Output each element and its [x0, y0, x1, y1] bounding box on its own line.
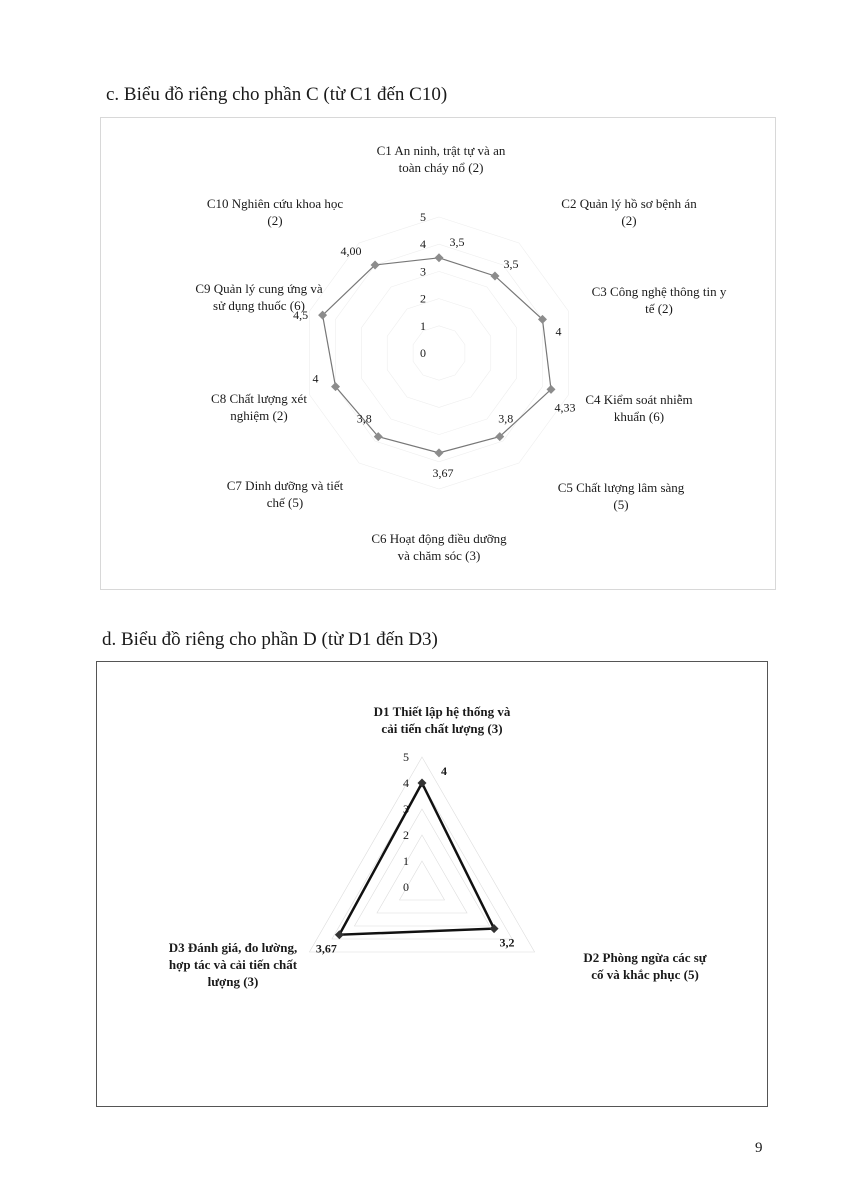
- category-label: và chăm sóc (3): [397, 548, 481, 563]
- category-label: (2): [621, 213, 637, 228]
- data-point-marker: [435, 448, 444, 457]
- category-label: chế (5): [266, 495, 304, 510]
- data-label: 4: [312, 371, 319, 386]
- grid-ring: [336, 244, 543, 462]
- tick-label: 0: [420, 346, 426, 360]
- grid-ring: [387, 299, 490, 408]
- category-label: toàn cháy nổ (2): [398, 160, 484, 175]
- data-label: 3,8: [356, 411, 372, 426]
- category-label: D2 Phòng ngừa các sự: [583, 950, 707, 965]
- data-label: 4: [555, 324, 562, 339]
- category-label: D3 Đánh giá, đo lường,: [168, 940, 298, 955]
- category-label: D1 Thiết lập hệ thống và: [373, 704, 511, 719]
- data-label: 3,67: [432, 465, 454, 480]
- category-label: sử dụng thuốc (6): [213, 298, 305, 313]
- data-label: 4: [441, 764, 447, 778]
- category-label: cố và khắc phục (5): [591, 967, 699, 982]
- category-label: hợp tác và cải tiến chất: [168, 957, 298, 972]
- data-point-marker: [490, 924, 499, 933]
- category-label: (2): [267, 213, 283, 228]
- tick-label: 5: [403, 750, 409, 764]
- category-label: C7 Dinh dưỡng và tiết: [226, 478, 344, 493]
- tick-label: 3: [420, 264, 426, 279]
- data-label: 4,5: [293, 308, 309, 323]
- category-label: khuẩn (6): [613, 409, 665, 424]
- tick-label: 5: [420, 210, 426, 224]
- grid-ring: [361, 271, 516, 434]
- data-label: 4,33: [554, 400, 576, 415]
- chart-d-frame: [96, 661, 768, 1107]
- category-label: C1 An ninh, trật tự và an: [376, 143, 506, 158]
- category-label: C6 Hoạt động điều dưỡng: [371, 531, 507, 546]
- tick-label: 1: [403, 854, 409, 868]
- category-label: (5): [613, 497, 629, 512]
- category-label: C8 Chất lượng xét: [211, 391, 307, 406]
- section-c-title: c. Biểu đồ riêng cho phần C (từ C1 đến C10): [106, 84, 448, 105]
- chart-c-radar: [101, 118, 777, 591]
- data-label: 3,5: [449, 234, 465, 249]
- category-label: tế (2): [645, 301, 673, 316]
- tick-label: 3: [403, 802, 409, 816]
- category-label: nghiệm (2): [230, 408, 288, 423]
- tick-label: 1: [420, 318, 426, 333]
- category-label: C10 Nghiên cứu khoa học: [206, 196, 344, 211]
- data-point-marker: [435, 253, 444, 262]
- data-label: 4,00: [340, 243, 362, 258]
- data-label: 3,2: [499, 935, 515, 950]
- section-d-title: d. Biểu đồ riêng cho phần D (từ D1 đến D3): [102, 629, 438, 650]
- data-label: 3,67: [315, 941, 337, 956]
- tick-label: 0: [403, 880, 409, 894]
- tick-label: 4: [403, 776, 409, 790]
- data-label: 3,8: [498, 411, 514, 426]
- data-point-marker: [418, 779, 427, 788]
- chart-d-radar: [97, 662, 769, 1108]
- category-label: C9 Quản lý cung ứng và: [195, 281, 323, 296]
- page-number: 9: [755, 1140, 763, 1156]
- tick-label: 2: [403, 828, 409, 842]
- category-label: C5 Chất lượng lâm sàng: [557, 480, 685, 495]
- category-label: C4 Kiểm soát nhiễm: [585, 392, 693, 407]
- tick-label: 2: [420, 291, 426, 306]
- category-label: C2 Quản lý hồ sơ bệnh án: [561, 196, 697, 211]
- category-label: cải tiến chất lượng (3): [381, 721, 503, 736]
- data-label: 3,5: [503, 256, 519, 271]
- tick-label: 4: [420, 237, 426, 252]
- category-label: lượng (3): [207, 974, 259, 989]
- category-label: C3 Công nghệ thông tin y: [591, 284, 727, 299]
- chart-c-frame: [100, 117, 776, 590]
